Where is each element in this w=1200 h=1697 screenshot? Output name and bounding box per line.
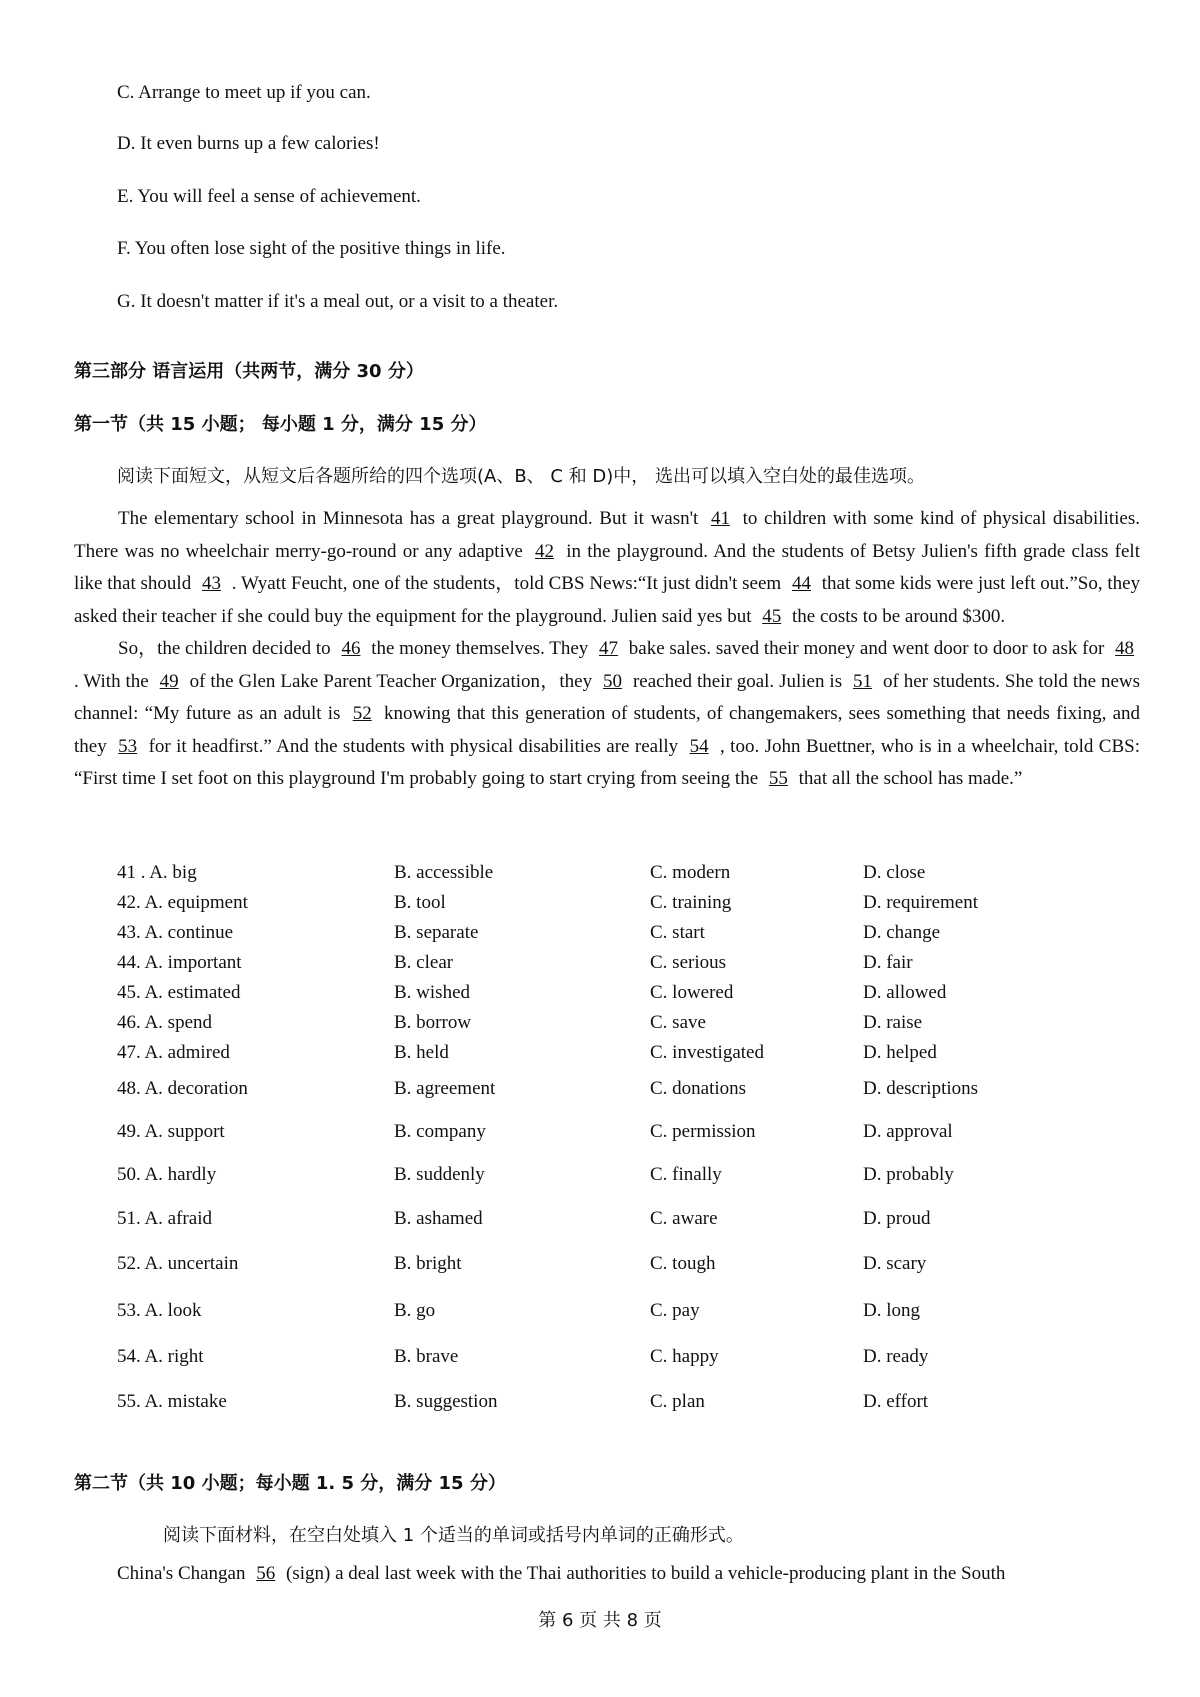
blank-52: 52 — [352, 703, 372, 724]
choice-option: 44. A. important — [117, 952, 242, 973]
cloze-passage — [74, 503, 1140, 796]
choice-option: C. happy — [650, 1346, 719, 1367]
choice-option: C. pay — [650, 1299, 700, 1321]
choice-option: C. tough — [650, 1253, 716, 1274]
choice-row — [117, 1287, 1063, 1334]
blank-56: 56 — [256, 1563, 276, 1584]
blank-42: 42 — [535, 540, 555, 562]
choice-option: 54. A. right — [117, 1346, 204, 1367]
choice-option: 43. A. continue — [117, 922, 234, 943]
choice-option: 53. A. look — [117, 1299, 202, 1321]
choice-row — [117, 1334, 1063, 1380]
choice-row — [117, 1068, 1063, 1110]
choice-option: D. approval — [863, 1120, 953, 1142]
choice-option: B. separate — [394, 922, 479, 943]
choice-option: B. held — [394, 1042, 449, 1063]
choices-table — [117, 858, 1063, 1424]
choice-option: C. lowered — [650, 982, 734, 1003]
choice-option: D. fair — [863, 952, 913, 973]
choice-option: D. effort — [863, 1391, 929, 1412]
option-e: E. You will feel a sense of achievement. — [117, 186, 421, 207]
choice-option: 41 . A. big — [117, 862, 197, 883]
blank-49: 49 — [159, 670, 179, 692]
choice-row — [117, 978, 1063, 1008]
option-f: F. You often lose sight of the positive things in life. — [117, 238, 506, 259]
choice-row — [117, 858, 1063, 888]
choice-option: D. ready — [863, 1346, 929, 1367]
section2-passage-line: China's Changan 56 (sign) a deal last week with the Thai authorities to build a vehicle-producing plant in the South — [117, 1563, 1006, 1584]
choice-option: 48. A. decoration — [117, 1078, 248, 1099]
choice-row — [117, 1153, 1063, 1197]
blank-50: 50 — [603, 670, 623, 692]
choice-option: B. accessible — [394, 862, 494, 883]
choice-option: C. training — [650, 892, 732, 913]
choice-option: B. clear — [394, 952, 454, 973]
choice-option: B. brave — [394, 1346, 459, 1367]
choice-option: B. bright — [394, 1253, 462, 1274]
choice-option: 42. A. equipment — [117, 892, 248, 913]
choice-option: D. helped — [863, 1042, 937, 1063]
choice-option: D. raise — [863, 1012, 923, 1033]
option-d: D. It even burns up a few calories! — [117, 133, 380, 154]
choice-row — [117, 948, 1063, 978]
blank-55: 55 — [768, 768, 788, 789]
section1-title: 第一节（共 15 小题； 每小题 1 分，满分 15 分） — [74, 414, 487, 435]
choice-option: D. proud — [863, 1208, 931, 1229]
choice-option: B. tool — [394, 892, 446, 913]
choice-option: D. change — [863, 922, 941, 943]
choice-option: B. suddenly — [394, 1164, 485, 1185]
choice-row — [117, 1110, 1063, 1153]
choice-option: 50. A. hardly — [117, 1164, 217, 1185]
part3-title: 第三部分 语言运用（共两节，满分 30 分） — [74, 361, 424, 382]
passage-paragraph-2: So，the children decided to 46 the money themselves. They 47 bake sales. saved their money and went door to door to ask for 48 . With the 49 of the Glen Lake Parent Teacher Organization，they 50 reached their goal. Julien is 51 of her students. She told the news channel: “My future as an adult is 52 knowing that this generation of students, of changemakers, sees something that needs fixing, and they 53 for it headfirst.” And the students with physical disabilities are really 54 , too. John Buettner, who is in a wheelchair, told CBS: “First time I set foot on this playground I'm probably going to start crying from seeing the 55 that all the school has made.” — [74, 638, 1141, 789]
choice-option: C. modern — [650, 862, 731, 883]
blank-51: 51 — [853, 670, 873, 692]
choice-option: C. aware — [650, 1208, 718, 1229]
option-c: C. Arrange to meet up if you can. — [117, 82, 371, 103]
choice-option: B. suggestion — [394, 1391, 498, 1412]
choice-row — [117, 888, 1063, 918]
choice-option: 55. A. mistake — [117, 1391, 227, 1412]
choice-option: 47. A. admired — [117, 1042, 230, 1063]
option-g: G. It doesn't matter if it's a meal out, or a visit to a theater. — [117, 291, 559, 312]
choice-row — [117, 1197, 1063, 1241]
blank-47: 47 — [599, 638, 619, 659]
choice-option: 49. A. support — [117, 1120, 225, 1142]
choice-option: 45. A. estimated — [117, 982, 241, 1003]
passage-paragraph-1: The elementary school in Minnesota has a great playground. But it wasn't 41 to children with some kind of physical disabilities. There was no wheelchair merry-go-round or any adaptive 42 in the playground. And the students of Betsy Julien's fifth grade class felt like that should 43 . Wyatt Feucht, one of the students，told CBS News:“It just didn't seem 44 that some kids were just left out.”So, they asked their teacher if she could buy the equipment for the playground. Julien said yes but 45 the costs to be around $300. — [74, 508, 1141, 627]
choice-option: D. requirement — [863, 892, 979, 913]
blank-53: 53 — [118, 735, 138, 757]
choice-option: B. wished — [394, 982, 470, 1003]
choice-row — [117, 1380, 1063, 1424]
choice-option: C. save — [650, 1012, 706, 1033]
choice-option: C. serious — [650, 952, 726, 973]
blank-46: 46 — [341, 638, 361, 659]
blank-41: 41 — [710, 508, 730, 529]
choice-option: 52. A. uncertain — [117, 1253, 239, 1274]
choice-row — [117, 1008, 1063, 1038]
section2-title: 第二节（共 10 小题；每小题 1. 5 分，满分 15 分） — [74, 1473, 506, 1494]
choice-option: B. ashamed — [394, 1208, 483, 1229]
choice-option: D. probably — [863, 1164, 954, 1185]
choice-option: C. investigated — [650, 1042, 764, 1063]
blank-43: 43 — [201, 573, 221, 594]
choice-option: C. plan — [650, 1391, 705, 1412]
choice-option: B. company — [394, 1120, 486, 1142]
section1-instruction: 阅读下面短文，从短文后各题所给的四个选项(A、B、 C 和 D)中， 选出可以填入空白处的最佳选项。 — [117, 466, 926, 487]
choice-option: D. descriptions — [863, 1078, 979, 1099]
choice-option: C. start — [650, 922, 705, 943]
choice-row — [117, 918, 1063, 948]
blank-48: 48 — [1115, 638, 1135, 659]
choice-option: C. permission — [650, 1120, 756, 1142]
choice-option: C. donations — [650, 1078, 747, 1099]
choice-option: D. close — [863, 862, 926, 883]
choice-option: B. agreement — [394, 1078, 496, 1099]
choice-row — [117, 1241, 1063, 1287]
choice-row — [117, 1038, 1063, 1068]
choice-option: C. finally — [650, 1164, 722, 1185]
section2-instruction: 阅读下面材料，在空白处填入 1 个适当的单词或括号内单词的正确形式。 — [163, 1525, 744, 1546]
blank-44: 44 — [791, 573, 811, 594]
choice-option: 46. A. spend — [117, 1012, 212, 1033]
page-footer: 第 6 页 共 8 页 — [538, 1610, 662, 1631]
choice-option: D. long — [863, 1299, 920, 1321]
blank-54: 54 — [689, 735, 709, 757]
choice-option: D. scary — [863, 1253, 927, 1274]
choice-option: 51. A. afraid — [117, 1208, 212, 1229]
choice-option: D. allowed — [863, 982, 947, 1003]
choice-option: B. borrow — [394, 1012, 472, 1033]
blank-45: 45 — [762, 605, 782, 627]
choice-option: B. go — [394, 1299, 436, 1321]
